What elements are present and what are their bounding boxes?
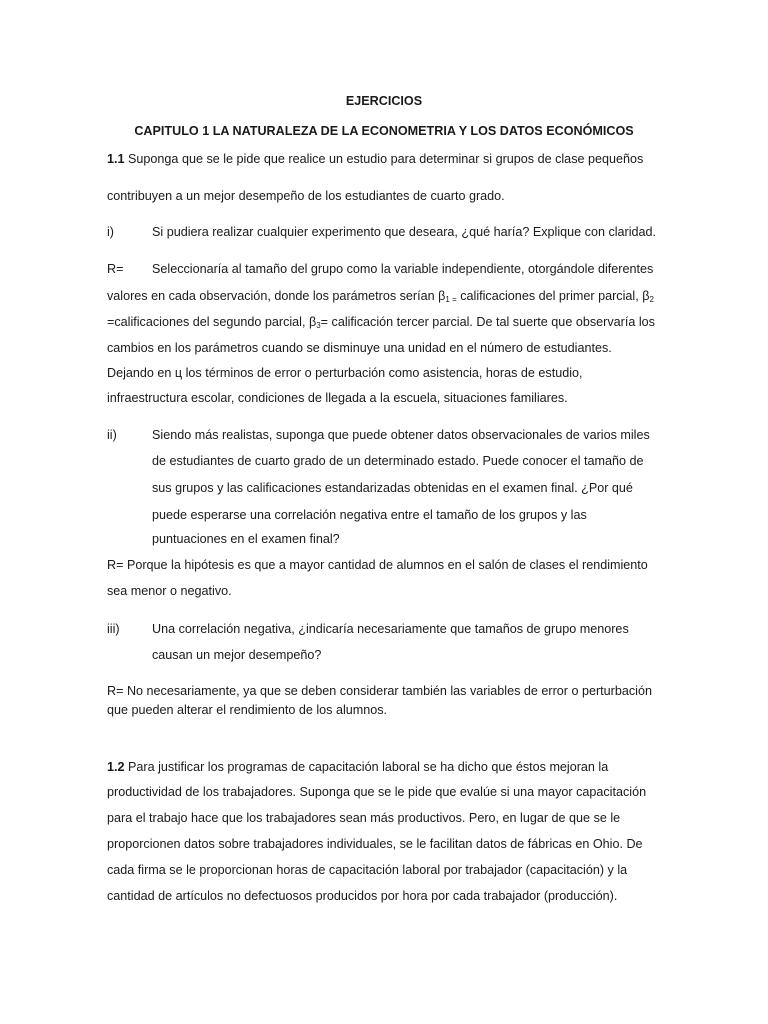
answer-1-line-2-text-a: valores en cada observación, donde los parámetros serían β <box>107 289 446 303</box>
answer-1-line-5: Dejando en ц los términos de error o perturbación como asistencia, horas de estudio, <box>107 366 583 380</box>
question-1-2-line-5: cada firma se le proporcionan horas de capacitación laboral por trabajador (capacitación) y la <box>107 863 628 877</box>
question-1-1-line-2: contribuyen a un mejor desempeño de los estudiantes de cuarto grado. <box>107 189 505 203</box>
item-i-label: i) <box>107 225 114 239</box>
answer-1-line-1: Seleccionaría al tamaño del grupo como la variable independiente, otorgándole diferentes <box>152 262 654 276</box>
question-1-2-line-6: cantidad de artículos no defectuosos producidos por hora por cada trabajador (producción). <box>107 889 618 903</box>
answer-1-line-3-text-a: =calificaciones del segundo parcial, β <box>107 315 317 329</box>
item-iii-line-2: causan un mejor desempeño? <box>152 648 322 662</box>
answer-3-line-2: que pueden alterar el rendimiento de los alumnos. <box>107 703 388 717</box>
beta-2-subscript: 2 <box>649 295 654 304</box>
question-1-2-line-4: proporcionen datos sobre trabajadores individuales, se le facilitan datos de fábricas en Ohio. De <box>107 837 643 851</box>
question-number: 1.1 <box>107 152 125 166</box>
item-ii-line-3: sus grupos y las calificaciones estandarizadas obtenidas en el examen final. ¿Por qué <box>152 481 633 495</box>
item-ii-line-2: de estudiantes de cuarto grado de un determinado estado. Puede conocer el tamaño de <box>152 454 644 468</box>
item-ii-line-4: puede esperarse una correlación negativa entre el tamaño de los grupos y las <box>152 508 587 522</box>
answer-1-label: R= <box>107 262 124 276</box>
beta-3-subscript: 3 <box>316 321 321 330</box>
answer-2-line-2: sea menor o negativo. <box>107 584 232 598</box>
item-ii-line-5: puntuaciones en el examen final? <box>152 532 340 546</box>
item-ii-line-1: Siendo más realistas, suponga que puede obtener datos observacionales de varios miles <box>152 428 650 442</box>
question-1-2-line-3: para el trabajo hace que los trabajadores sean más productivos. Pero, en lugar de que se le <box>107 811 621 825</box>
beta-1-subscript: 1 = <box>445 295 457 304</box>
question-number: 1.2 <box>107 760 125 774</box>
answer-2-line-1: R= Porque la hipótesis es que a mayor cantidad de alumnos en el salón de clases el rendimiento <box>107 558 648 572</box>
item-iii-label: iii) <box>107 622 120 636</box>
item-ii-label: ii) <box>107 428 117 442</box>
document-title: EJERCICIOS <box>345 94 423 108</box>
answer-1-line-4: cambios en los parámetros cuando se disminuye una unidad en el número de estudiantes. <box>107 341 612 355</box>
item-i-text: Si pudiera realizar cualquier experimento que deseara, ¿qué haría? Explique con claridad. <box>152 225 657 239</box>
answer-1-line-6: infraestructura escolar, condiciones de llegada a la escuela, situaciones familiares. <box>107 391 568 405</box>
question-1-1-line-1 <box>107 151 643 167</box>
item-iii-line-1: Una correlación negativa, ¿indicaría necesariamente que tamaños de grupo menores <box>152 622 629 636</box>
question-text: Para justificar los programas de capacitación laboral se ha dicho que éstos mejoran la <box>128 760 609 774</box>
answer-1-line-3 <box>107 314 655 330</box>
question-1-2-line-2: productividad de los trabajadores. Suponga que se le pide que evalúe si una mayor capacitación <box>107 785 647 799</box>
answer-1-line-2 <box>107 288 654 304</box>
answer-3-line-1: R= No necesariamente, ya que se deben considerar también las variables de error o perturbación <box>107 684 652 698</box>
question-1-2-line-1 <box>107 759 608 775</box>
answer-1-line-2-text-b: calificaciones del primer parcial, β <box>456 289 650 303</box>
question-text: Suponga que se le pide que realice un estudio para determinar si grupos de clase pequeños <box>128 152 644 166</box>
answer-1-line-3-text-b: = calificación tercer parcial. De tal suerte que observaría los <box>320 315 655 329</box>
chapter-heading: CAPITULO 1 LA NATURALEZA DE LA ECONOMETRIA Y LOS DATOS ECONÓMICOS <box>134 124 634 138</box>
